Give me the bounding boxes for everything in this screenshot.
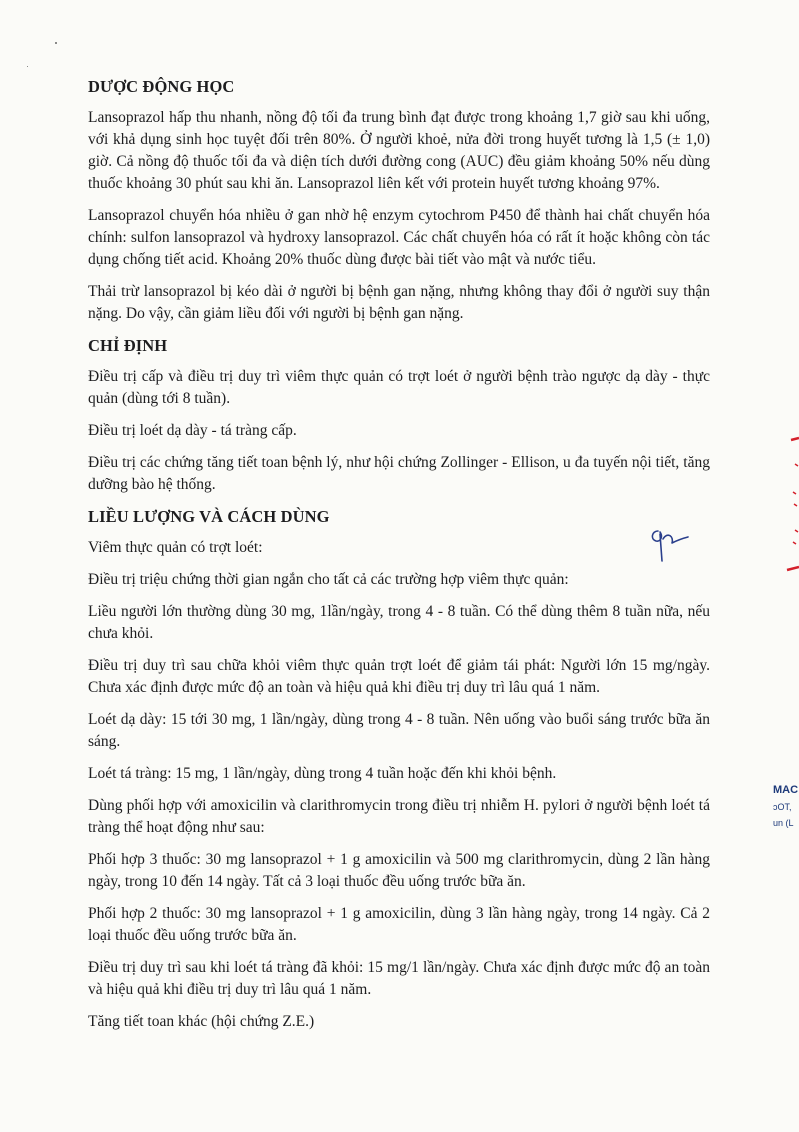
stamp-text-fragment: ɔOT,	[773, 802, 792, 812]
paragraph: Lansoprazol hấp thu nhanh, nồng độ tối đa trung bình đạt được trong khoảng 1,7 giờ sau khi uống, với khả dụng sinh học tuyệt đối trên 80%. Ở người khoẻ, nửa đời trong huyết tương là 1,5 (± 1,0) giờ. Cả nồng độ thuốc tối đa và diện tích dưới đường cong (AUC) đều giảm khoảng 50% nếu dùng thuốc khoảng 30 phút sau khi ăn. Lansoprazol liên kết với protein huyết tương khoảng 97%.	[88, 109, 710, 192]
stamp-text-fragment: un (L	[773, 818, 794, 828]
paragraph: Loét dạ dày: 15 tới 30 mg, 1 lần/ngày, dùng trong 4 - 8 tuần. Nên uống vào buổi sáng trước bữa ăn sáng.	[88, 711, 710, 750]
paragraph: Liều người lớn thường dùng 30 mg, 1lần/ngày, trong 4 - 8 tuần. Có thể dùng thêm 8 tuần nữa, nếu chưa khỏi.	[88, 603, 710, 642]
scan-speck	[27, 66, 28, 67]
stamp-edge-marks	[773, 420, 799, 590]
paragraph: Thải trừ lansoprazol bị kéo dài ở người bị bệnh gan nặng, nhưng không thay đổi ở người suy thận nặng. Do vậy, cần giảm liều đối với người bị bệnh gan nặng.	[88, 283, 710, 322]
paragraph: Tăng tiết toan khác (hội chứng Z.E.)	[88, 1013, 315, 1030]
paragraph: Điều trị các chứng tăng tiết toan bệnh lý, như hội chứng Zollinger - Ellison, u đa tuyến nội tiết, tăng dưỡng bào hệ thống.	[88, 454, 710, 493]
paragraph: Điều trị loét dạ dày - tá tràng cấp.	[88, 422, 297, 439]
paragraph: Điều trị duy trì sau khi loét tá tràng đã khỏi: 15 mg/1 lần/ngày. Chưa xác định được mức độ an toàn và hiệu quả khi điều trị duy trì lâu quá 1 năm.	[88, 959, 710, 998]
scan-speck	[55, 42, 57, 44]
heading-lieu-luong: LIỀU LƯỢNG VÀ CÁCH DÙNG	[88, 507, 330, 526]
document-body	[88, 68, 710, 1043]
paragraph: Loét tá tràng: 15 mg, 1 lần/ngày, dùng trong 4 tuần hoặc đến khi khỏi bệnh.	[88, 765, 557, 782]
heading-duoc-dong-hoc: DƯỢC ĐỘNG HỌC	[88, 77, 235, 96]
paragraph: Điều trị cấp và điều trị duy trì viêm thực quản có trợt loét ở người bệnh trào ngược dạ dày - thực quản (dùng tới 8 tuần).	[88, 368, 710, 407]
stamp-text-fragment: MAC	[773, 784, 799, 796]
paragraph: Lansoprazol chuyển hóa nhiều ở gan nhờ hệ enzym cytochrom P450 để thành hai chất chuyển hóa chính: sulfon lansoprazol và hydroxy lansoprazol. Các chất chuyển hóa có rất ít hoặc không còn tác dụng chống tiết acid. Khoảng 20% thuốc dùng được bài tiết vào mật và nước tiểu.	[88, 207, 710, 268]
paragraph: Phối hợp 2 thuốc: 30 mg lansoprazol + 1 g amoxicilin, dùng 3 lần hàng ngày, trong 14 ngày. Cả 2 loại thuốc đều uống trước bữa ăn.	[88, 905, 710, 944]
handwritten-signature	[648, 525, 696, 565]
paragraph: Điều trị duy trì sau chữa khỏi viêm thực quản trợt loét để giảm tái phát: Người lớn 15 mg/ngày. Chưa xác định được mức độ an toàn và hiệu quả khi điều trị duy trì lâu quá 1 năm.	[88, 657, 710, 696]
paragraph: Phối hợp 3 thuốc: 30 mg lansoprazol + 1 g amoxicilin và 500 mg clarithromycin, dùng 2 lần hàng ngày, trong 10 đến 14 ngày. Tất cả 3 loại thuốc đều uống trước bữa ăn.	[88, 851, 710, 890]
paragraph: Điều trị triệu chứng thời gian ngắn cho tất cả các trường hợp viêm thực quản:	[88, 571, 569, 588]
heading-chi-dinh: CHỈ ĐỊNH	[88, 336, 168, 355]
paragraph: Dùng phối hợp với amoxicilin và clarithromycin trong điều trị nhiễm H. pylori ở người bệnh loét tá tràng thể hoạt động như sau:	[88, 797, 710, 836]
paragraph: Viêm thực quản có trợt loét:	[88, 539, 263, 556]
